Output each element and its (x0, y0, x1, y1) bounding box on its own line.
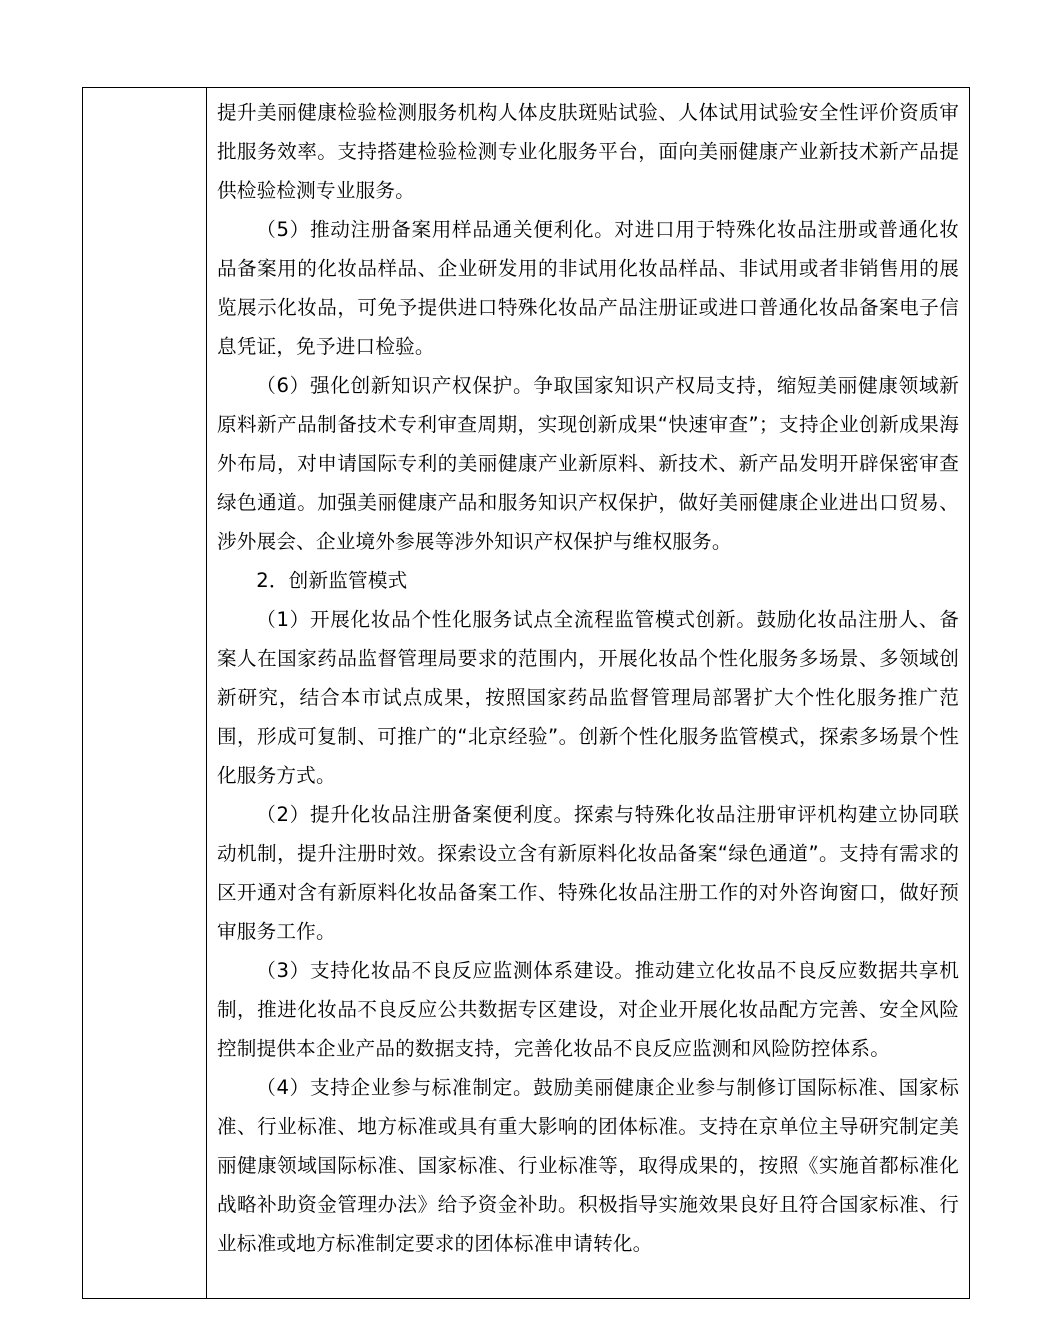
section-heading-regulation: 2．创新监管模式 (256, 569, 408, 592)
table-content-cell (207, 88, 969, 1298)
paragraph-ip-protection: （6）强化创新知识产权保护。争取国家知识产权局支持，缩短美丽健康领域新原料新产品制备技术专利审查周期，实现创新成果“快速审查”；支持企业创新成果海外布局，对申请国际专利的美丽健康产业新原料、新技术、新产品发明开辟保密审查绿色通道。加强美丽健康产品和服务知识产权保护，做好美丽健康企业进出口贸易、涉外展会、企业境外参展等涉外知识产权保护与维权服务。 (217, 374, 959, 553)
paragraph-adverse-reaction: （3）支持化妆品不良反应监测体系建设。推动建立化妆品不良反应数据共享机制，推进化妆品不良反应公共数据专区建设，对企业开展化妆品配方完善、安全风险控制提供本企业产品的数据支持，完善化妆品不良反应监测和风险防控体系。 (217, 959, 959, 1060)
paragraph-personalized-service: （1）开展化妆品个性化服务试点全流程监管模式创新。鼓励化妆品注册人、备案人在国家药品监督管理局要求的范围内，开展化妆品个性化服务多场景、多领域创新研究，结合本市试点成果，按照国家药品监督管理局部署扩大个性化服务推广范围，形成可复制、可推广的“北京经验”。创新个性化服务监管模式，探索多场景个性化服务方式。 (217, 608, 959, 787)
paragraph-standards: （4）支持企业参与标准制定。鼓励美丽健康企业参与制修订国际标准、国家标准、行业标准、地方标准或具有重大影响的团体标准。支持在京单位主导研究制定美丽健康领域国际标准、国家标准、行业标准等，取得成果的，按照《实施首都标准化战略补助资金管理办法》给予资金补助。积极指导实施效果良好且符合国家标准、行业标准或地方标准制定要求的团体标准申请转化。 (217, 1076, 959, 1255)
paragraph-testing-services: 提升美丽健康检验检测服务机构人体皮肤斑贴试验、人体试用试验安全性评价资质审批服务效率。支持搭建检验检测专业化服务平台，面向美丽健康产业新技术新产品提供检验检测专业服务。 (217, 101, 959, 202)
paragraph-registration-convenience: （2）提升化妆品注册备案便利度。探索与特殊化妆品注册审评机构建立协同联动机制，提升注册时效。探索设立含有新原料化妆品备案“绿色通道”。支持有需求的区开通对含有新原料化妆品备案工作、特殊化妆品注册工作的对外咨询窗口，做好预审服务工作。 (217, 803, 959, 943)
table-left-cell (83, 88, 207, 1298)
paragraph-sample-customs: （5）推动注册备案用样品通关便利化。对进口用于特殊化妆品注册或普通化妆品备案用的化妆品样品、企业研发用的非试用化妆品样品、非试用或者非销售用的展览展示化妆品，可免予提供进口特殊化妆品产品注册证或进口普通化妆品备案电子信息凭证，免予进口检验。 (217, 218, 959, 358)
document-table (82, 87, 970, 1299)
